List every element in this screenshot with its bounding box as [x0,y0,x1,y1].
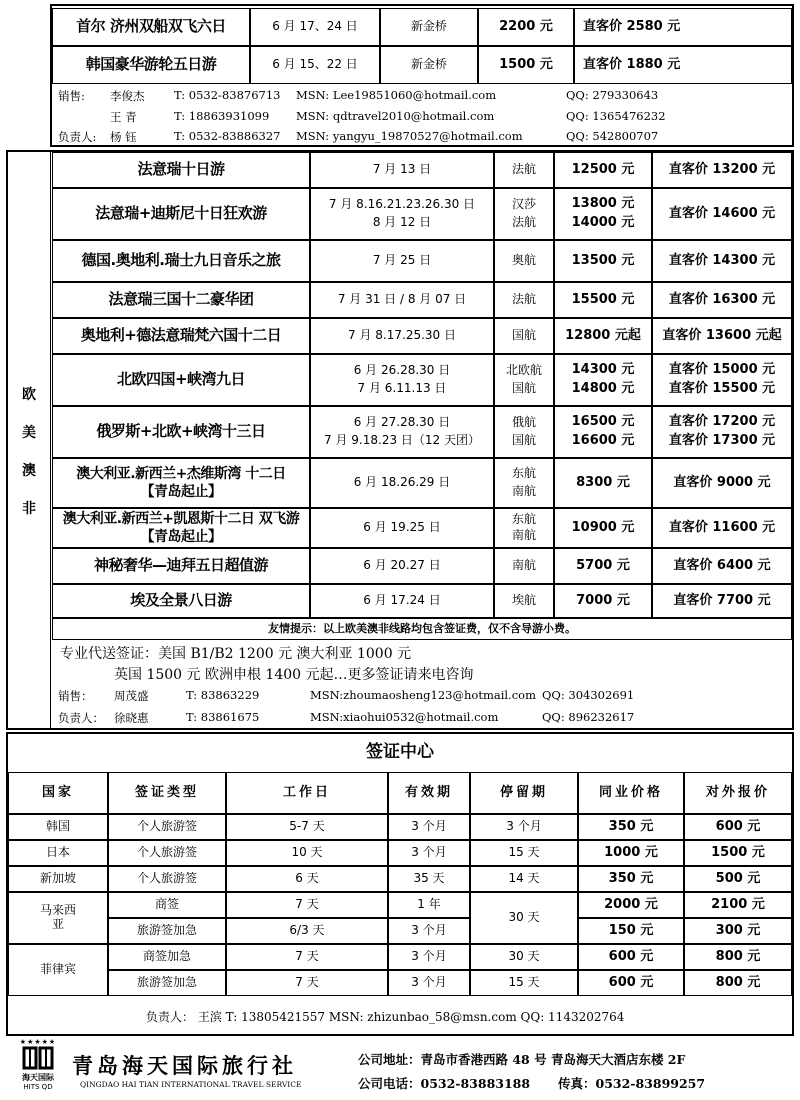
date-line: 7 月 8.16.21.23.26.30 日 [328,197,476,212]
tour-name: 澳大利亚.新西兰+凯恩斯十二日 双飞游【青岛起止】 [52,508,310,548]
tour-name: 澳大利亚.新西兰+杰维斯湾 十二日【青岛起止】 [52,458,310,508]
contact-name: 徐晓惠 [114,711,149,725]
date-line: 7 月 9.18.23 日（12 天团） [324,433,480,447]
tour-name: 奥地利+德法意瑞梵六国十二日 [52,318,310,354]
tour-dates: 7 月 8.17.25.30 日 [310,318,494,354]
tour-airline [494,458,554,508]
contact-qq: QQ: 542800707 [566,129,659,143]
logo-en: HITS QD [23,1083,53,1091]
tour-airline [494,354,554,406]
company-name: 青岛海天国际旅行社 [72,1053,297,1078]
direct-line: 直客价 15500 元 [668,381,776,396]
visa-cell: 旅游签加急 [108,918,226,944]
tour-direct-price [652,354,792,406]
visa-title: 签证中心 [366,742,434,763]
tour-airline [494,188,554,240]
airline-line: 法航 [511,215,536,229]
contact-qq: QQ: 1365476232 [566,109,666,123]
visa-cell: 350 元 [578,814,684,840]
visa-cell: 15 天 [470,840,578,866]
airline-line: 南航 [511,484,536,498]
visa-cell: 10 天 [226,840,388,866]
logo-cn: 海天国际 [22,1073,54,1082]
airline-line: 汉莎 [511,197,536,212]
company-phone: 公司电话：0532-83883188 [358,1076,531,1091]
airline-line: 东航 [511,466,536,481]
contact-role: 销售: [58,89,85,103]
date-line: 6 月 27.28.30 日 [353,415,451,430]
airline-line: 东航 [511,512,536,527]
tour-airline: 奥航 [494,240,554,282]
contact-msn: MSN: yangyu_19870527@hotmail.com [296,129,523,143]
contact-name: 王 青 [110,110,137,124]
visa-cell: 15 天 [470,970,578,996]
visa-cell: 个人旅游签 [108,866,226,892]
korea-dep-2: 新金桥 [380,46,478,84]
tour-direct-price: 直客价 16300 元 [652,282,792,318]
airline-line: 南航 [511,528,536,542]
visa-cell: 1500 元 [684,840,792,866]
visa-cell: 30 天 [470,944,578,970]
tour-name: 德国.奥地利.瑞士九日音乐之旅 [52,240,310,282]
visa-header: 对外报价 [684,772,792,814]
visa-cell: 14 天 [470,866,578,892]
visa-cell: 7 天 [226,944,388,970]
visa-cell: 韩国 [8,814,108,840]
visa-cell: 商签加急 [108,944,226,970]
contact-role: 销售： [58,689,93,703]
visa-service-line: 英国 1500 元 欧洲申根 1400 元起…更多签证请来电咨询 [114,667,474,683]
price-line: 16600 元 [571,433,635,448]
tour-airline: 国航 [494,318,554,354]
contact-msn: MSN: qdtravel2010@hotmail.com [296,109,495,123]
contact-qq: QQ: 896232617 [542,710,635,724]
visa-cell: 1 年 [388,892,470,918]
visa-cell: 5-7 天 [226,814,388,840]
tour-name: 法意瑞十日游 [52,152,310,188]
direct-line: 直客价 17200 元 [668,414,776,430]
contact-role: 负责人: [58,130,97,144]
visa-header: 停留期 [470,772,578,814]
tour-direct-price: 直客价 13200 元 [652,152,792,188]
tour-dates: 6 月 17.24 日 [310,584,494,618]
tour-price [554,406,652,458]
visa-cell: 150 元 [578,918,684,944]
visa-cell: 350 元 [578,866,684,892]
visa-service-line: 专业代送签证：美国 B1/B2 1200 元 澳大利亚 1000 元 [60,646,412,662]
tour-direct-price: 直客价 6400 元 [652,548,792,584]
region-char: 非 [22,501,36,517]
contact-msn: MSN: Lee19851060@hotmail.com [296,88,497,102]
contact-phone: T: 83861675 [186,710,260,724]
visa-cell: 日本 [8,840,108,866]
korea-date-2: 6 月 15、22 日 [250,46,380,84]
visa-header: 国家 [8,772,108,814]
tour-direct-price: 直客价 7700 元 [652,584,792,618]
tour-dates [310,406,494,458]
visa-cell: 3 个月 [388,840,470,866]
contact-msn: MSN:zhoumaosheng123@hotmail.com [310,688,536,702]
region-char: 澳 [22,463,36,479]
tour-dates: 7 月 13 日 [310,152,494,188]
visa-cell: 30 天 [470,892,578,944]
tour-dates: 6 月 18.26.29 日 [310,458,494,508]
visa-cell: 2100 元 [684,892,792,918]
contact-phone: T: 0532-83876713 [174,88,281,102]
region-divider [50,150,51,730]
tour-price: 8300 元 [554,458,652,508]
company-name-en: QINGDAO HAI TIAN INTERNATIONAL TRAVEL SERVICE [80,1080,302,1089]
korea-route-2: 韩国豪华游轮五日游 [52,46,250,84]
tour-price: 12500 元 [554,152,652,188]
visa-cell: 6/3 天 [226,918,388,944]
tour-airline [494,406,554,458]
visa-header: 签证类型 [108,772,226,814]
tour-direct-price: 直客价 9000 元 [652,458,792,508]
visa-cell: 800 元 [684,970,792,996]
logo-mark-icon [21,1046,55,1070]
korea-price-2: 1500 元 [478,46,574,84]
tour-price: 7000 元 [554,584,652,618]
date-line: 6 月 26.28.30 日 [353,363,451,378]
visa-header: 同业价格 [578,772,684,814]
tour-name: 埃及全景八日游 [52,584,310,618]
tour-airline: 埃航 [494,584,554,618]
tour-airline: 法航 [494,152,554,188]
tour-dates: 6 月 19.25 日 [310,508,494,548]
airline-line: 北欧航 [505,363,542,378]
visa-cell: 6 天 [226,866,388,892]
price-line: 14000 元 [571,215,635,230]
tour-name: 北欧四国+峡湾九日 [52,354,310,406]
company-address: 公司地址：青岛市香港西路 48 号 青岛海天大酒店东楼 2F [358,1052,686,1067]
contact-msn: MSN:xiaohui0532@hotmail.com [310,710,499,724]
tour-dates [310,188,494,240]
tour-direct-price: 直客价 13600 元起 [652,318,792,354]
tour-airline: 南航 [494,548,554,584]
visa-cell: 600 元 [578,944,684,970]
korea-date-1: 6 月 17、24 日 [250,8,380,46]
tour-dates: 6 月 20.27 日 [310,548,494,584]
airline-line: 国航 [511,433,536,447]
contact-name: 杨 钰 [110,130,137,144]
contact-name: 李俊杰 [110,89,145,103]
contact-phone: T: 18863931099 [174,109,270,123]
korea-route-1: 首尔 济州双船双飞六日 [52,8,250,46]
visa-cell: 3 个月 [388,944,470,970]
tour-direct-price: 直客价 11600 元 [652,508,792,548]
date-line: 8 月 12 日 [372,215,432,229]
tour-direct-price [652,406,792,458]
direct-line: 直客价 15000 元 [668,362,776,378]
visa-cell: 1000 元 [578,840,684,866]
europe-tip: 友情提示：以上欧美澳非线路均包含签证费，仅不含导游小费。 [52,618,792,640]
tour-name: 俄罗斯+北欧+峡湾十三日 [52,406,310,458]
price-line: 14800 元 [571,381,635,396]
company-logo [6,1038,70,1094]
korea-dep-1: 新金桥 [380,8,478,46]
tour-dates: 7 月 25 日 [310,240,494,282]
tour-price: 12800 元起 [554,318,652,354]
visa-contact: 负责人： 王滨 T: 13805421557 MSN: zhizunbao_58@msn.com QQ: 1143202764 [146,1010,625,1024]
tour-airline: 法航 [494,282,554,318]
region-char: 美 [22,425,36,441]
visa-cell: 7 天 [226,970,388,996]
tour-price [554,188,652,240]
airline-line: 俄航 [511,415,536,430]
visa-cell: 个人旅游签 [108,814,226,840]
visa-header: 有效期 [388,772,470,814]
price-line: 14300 元 [571,362,635,378]
tour-airline [494,508,554,548]
tour-name: 法意瑞三国十二豪华团 [52,282,310,318]
visa-cell: 7 天 [226,892,388,918]
visa-cell: 35 天 [388,866,470,892]
visa-cell: 旅游签加急 [108,970,226,996]
contact-name: 周茂盛 [114,689,149,703]
visa-country-philippines: 菲律宾 [8,944,108,996]
tour-direct-price: 直客价 14300 元 [652,240,792,282]
tour-price: 13500 元 [554,240,652,282]
visa-cell: 3 个月 [470,814,578,840]
contact-phone: T: 0532-83886327 [174,129,281,143]
contact-role: 负责人： [58,711,104,725]
tour-dates: 7 月 31 日 / 8 月 07 日 [310,282,494,318]
visa-cell: 商签 [108,892,226,918]
visa-cell: 3 个月 [388,918,470,944]
contact-phone: T: 83863229 [186,688,260,702]
visa-cell: 300 元 [684,918,792,944]
visa-cell: 600 元 [578,970,684,996]
price-line: 13800 元 [571,196,635,212]
tour-price: 5700 元 [554,548,652,584]
visa-cell: 3 个月 [388,970,470,996]
tour-direct-price: 直客价 14600 元 [652,188,792,240]
contact-qq: QQ: 304302691 [542,688,635,702]
tour-name: 法意瑞+迪斯尼十日狂欢游 [52,188,310,240]
region-label [14,384,44,518]
visa-cell: 600 元 [684,814,792,840]
tour-price [554,354,652,406]
date-line: 7 月 6.11.13 日 [357,381,447,395]
page [6,4,794,1094]
korea-direct-1: 直客价 2580 元 [574,8,792,46]
price-line: 16500 元 [571,414,635,430]
direct-line: 直客价 17300 元 [668,433,776,448]
company-fax: 传真：0532-83899257 [558,1076,706,1091]
visa-country-malaysia: 马来西亚 [8,892,108,944]
visa-header: 工作日 [226,772,388,814]
korea-direct-2: 直客价 1880 元 [574,46,792,84]
tour-name: 神秘奢华—迪拜五日超值游 [52,548,310,584]
visa-cell: 2000 元 [578,892,684,918]
airline-line: 国航 [511,381,536,395]
region-char: 欧 [22,387,36,403]
tour-dates [310,354,494,406]
star-icon: ★★★★★ [19,1038,57,1046]
tour-price: 15500 元 [554,282,652,318]
visa-cell: 3 个月 [388,814,470,840]
visa-cell: 新加坡 [8,866,108,892]
tour-price: 10900 元 [554,508,652,548]
visa-cell: 800 元 [684,944,792,970]
visa-cell: 个人旅游签 [108,840,226,866]
contact-qq: QQ: 279330643 [566,88,659,102]
korea-price-1: 2200 元 [478,8,574,46]
visa-cell: 500 元 [684,866,792,892]
